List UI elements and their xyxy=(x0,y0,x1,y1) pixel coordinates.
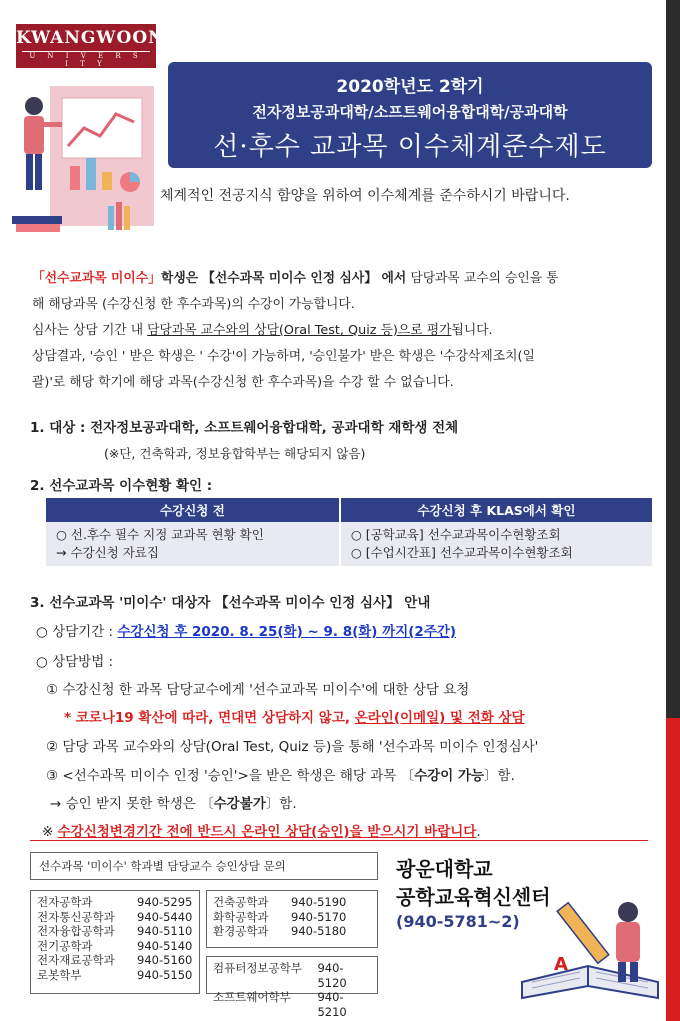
logo-text: KWANGWOON xyxy=(16,28,165,48)
dept-name: 전자공학과 xyxy=(37,895,93,909)
dept-phone: 940-5150 xyxy=(137,967,193,982)
dept-name: 소프트웨어학부 xyxy=(213,990,291,1004)
dept-phone: 940-5440 xyxy=(137,909,193,924)
center-title: 공학교육혁신센터 xyxy=(396,885,551,909)
contact-row xyxy=(37,895,193,910)
intro-text: 학생은 xyxy=(160,271,199,286)
intro-line-1 xyxy=(32,266,652,292)
subtitle: 체계적인 전공지식 함양을 위하여 이수체계를 준수하시기 바랍니다. xyxy=(160,188,570,204)
dept-phone: 940-5160 xyxy=(137,953,193,967)
period-label: ○ 상담기간 : xyxy=(36,624,118,640)
dept-name: 전자재료공학과 xyxy=(37,953,115,967)
contact-row xyxy=(213,990,371,1019)
section-1-note: (※단, 건축학과, 정보융합학부는 해당되지 않음) xyxy=(104,446,366,461)
dept-phone: 940-5190 xyxy=(291,895,347,909)
university-name: 광운대학교 xyxy=(396,857,493,881)
contact-row xyxy=(37,968,193,983)
intro-line-4: 상담결과, '승인 ' 받은 학생은 ' 수강'이 가능하며, '승인불가' 받은 학생은 '수강삭제조치(일 xyxy=(32,349,535,364)
university-logo xyxy=(16,24,165,68)
step-text: 〕함. xyxy=(484,768,515,784)
presentation-illustration xyxy=(12,66,172,246)
dept-name: 로봇학부 xyxy=(37,967,82,982)
step-text: ③ <선수과목 미이수 인정 '승인'>을 받은 학생은 해당 과목 〔 xyxy=(46,768,415,784)
dept-name: 환경공학과 xyxy=(213,924,269,938)
intro-line-2: 해 해당과목 (수강신청 한 후수과목)의 수강이 가능합니다. xyxy=(32,297,355,312)
table-line: ○ [수업시간표] 선수교과목이수현황조회 xyxy=(350,545,573,560)
step-1: ① 수강신청 한 과목 담당교수에게 '선수교과목 미이수'에 대한 상담 요청 xyxy=(46,682,470,698)
contact-row xyxy=(213,961,371,990)
section-2-title: 2. 선수교과목 이수현황 확인 : xyxy=(30,478,213,494)
divider xyxy=(30,840,648,841)
intro-line-3 xyxy=(32,318,652,344)
highlight-not-completed: 「선수교과목 미이수」 xyxy=(32,271,161,286)
dept-name: 건축공학과 xyxy=(213,895,269,909)
step-2: ② 담당 과목 교수와의 상담(Oral Test, Quiz 등)을 통해 '선수과목 미이수 인정심사' xyxy=(46,739,539,755)
table-line: → 수강신청 자료집 xyxy=(56,545,159,560)
contact-row xyxy=(213,924,371,939)
dept-phone: 940-5140 xyxy=(137,938,193,953)
dept-name: 전자융합공학과 xyxy=(37,924,115,938)
contact-title: 선수과목 '미이수' 학과별 담당교수 승인상담 문의 xyxy=(39,859,286,873)
table-line: ○ 선.후수 필수 지정 교과목 현황 확인 xyxy=(56,527,264,542)
consult-method: ○ 상담방법 : xyxy=(36,654,114,670)
covid-notice xyxy=(64,706,525,726)
contact-row xyxy=(37,953,193,968)
section-3-title: 3. 선수교과목 '미이수' 대상자 【선수과목 미이수 인정 심사】 안내 xyxy=(30,595,431,611)
dept-phone: 940-5295 xyxy=(137,895,193,909)
contact-col-1 xyxy=(30,890,200,994)
period-value: 수강신청 후 2020. 8. 25(화) ~ 9. 8(화) 까지(2주간) xyxy=(117,624,457,640)
contact-row xyxy=(213,910,371,925)
notice-period: . xyxy=(476,824,481,840)
contact-col-2 xyxy=(206,890,378,948)
contact-title-box xyxy=(30,852,378,880)
step-result: 수강불가 xyxy=(213,796,266,812)
contact-row xyxy=(37,910,193,925)
dept-name: 전자통신공학과 xyxy=(37,909,115,924)
dept-phone: 940-5120 xyxy=(317,961,347,990)
right-bar-red xyxy=(666,718,680,1021)
book-pencil-illustration xyxy=(518,886,662,1006)
step-text: → 승인 받지 못한 학생은 〔 xyxy=(50,796,214,812)
intro-line-5: 괄)'로 해당 학기에 해당 과목(수강신청 한 후수과목)을 수강 할 수 없습니다. xyxy=(32,375,454,390)
dept-phone: 940-5110 xyxy=(137,924,193,938)
dept-phone: 940-5210 xyxy=(317,990,347,1019)
table-header: 수강신청 후 KLAS에서 확인 xyxy=(340,498,653,522)
dept-name: 화학공학과 xyxy=(213,909,269,924)
covid-text: * 코로나19 확산에 따라, 면대면 상담하지 않고, xyxy=(64,710,355,726)
contact-col-3 xyxy=(206,956,378,1019)
table-header: 수강신청 전 xyxy=(46,498,340,522)
step-text: 〕함. xyxy=(265,796,297,812)
step-result: 수강이 가능 xyxy=(414,768,485,784)
contact-row xyxy=(37,924,193,939)
dept-phone: 940-5170 xyxy=(291,909,347,924)
notice-text: 수강신청변경기간 전에 반드시 온라인 상담(승인)을 받으시기 바랍니다 xyxy=(57,824,477,840)
table-cell-after xyxy=(340,522,653,566)
status-check-table xyxy=(46,498,654,566)
contact-row xyxy=(213,895,371,910)
dept-name: 컴퓨터정보공학부 xyxy=(213,961,302,975)
contact-row xyxy=(37,939,193,954)
intro-paragraph xyxy=(32,266,652,396)
table-line: ○ [공학교육] 선수교과목이수현황조회 xyxy=(350,527,561,542)
svg-text:A: A xyxy=(554,954,568,975)
title-banner xyxy=(168,62,652,168)
review-name: 【선수과목 미이수 인정 심사】 에서 xyxy=(202,271,407,286)
online-consult: 온라인(이메일) 및 전화 상담 xyxy=(354,710,525,726)
final-notice xyxy=(42,820,481,840)
notice-mark: ※ xyxy=(42,824,58,840)
right-bar-dark xyxy=(666,0,680,718)
title-colleges: 전자정보공과대학/소프트웨어융합대학/공과대학 xyxy=(252,103,568,121)
intro-text: 담당과목 교수의 승인을 통 xyxy=(410,271,559,286)
dept-phone: 940-5180 xyxy=(291,924,347,938)
evaluation-method: 담당과목 교수와의 상담(Oral Test, Quiz 등)으로 평가 xyxy=(147,323,452,338)
intro-text: 심사는 상담 기간 내 xyxy=(32,323,148,338)
center-phone: (940-5781~2) xyxy=(396,912,520,931)
intro-text: 됩니다. xyxy=(451,323,493,338)
dept-name: 전기공학과 xyxy=(37,938,93,953)
consult-period xyxy=(36,620,456,640)
step-3 xyxy=(46,764,515,784)
logo-subtext: U N I V E R S I T Y xyxy=(22,51,150,68)
section-1-title: 1. 대상 : 전자정보공과대학, 소프트웨어융합대학, 공과대학 재학생 전체 xyxy=(30,420,459,436)
step-4 xyxy=(50,792,297,812)
page-title: 선·후수 교과목 이수체계준수제도 xyxy=(213,132,607,162)
table-cell-before xyxy=(46,522,340,566)
title-year: 2020학년도 2학기 xyxy=(336,77,484,97)
